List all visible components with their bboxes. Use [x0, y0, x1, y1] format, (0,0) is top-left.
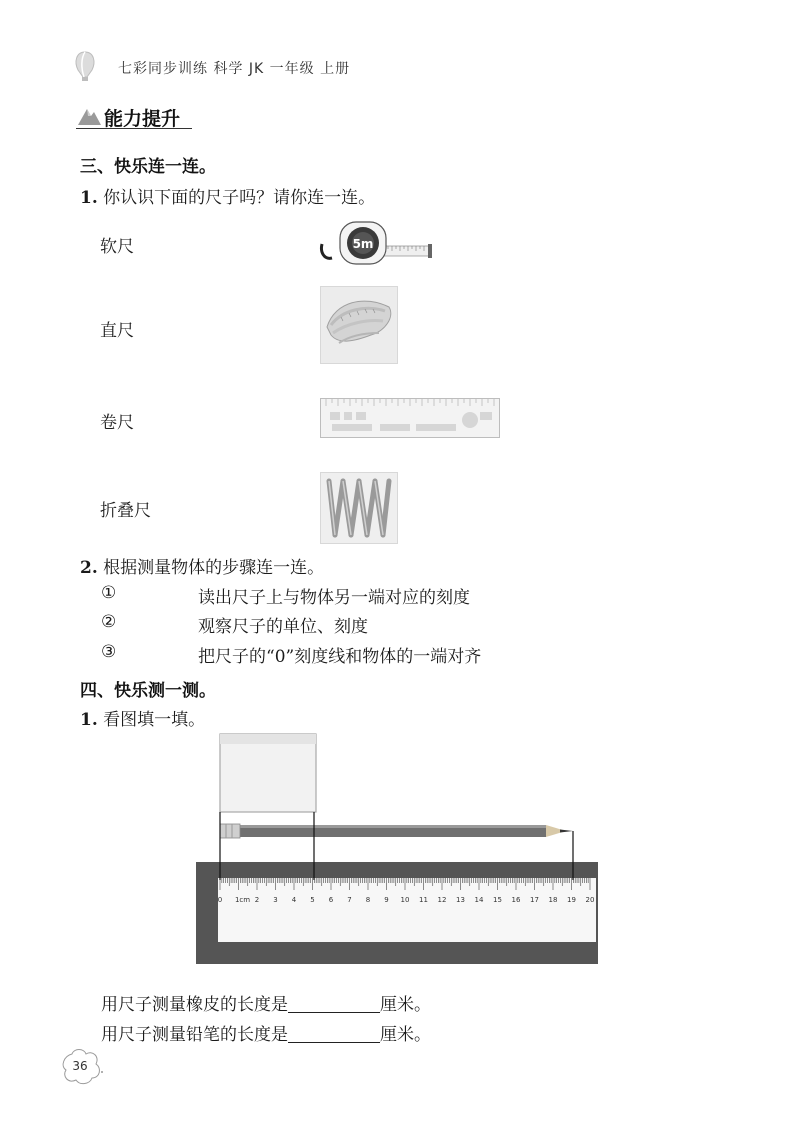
- label-straight-ruler: 直尺: [100, 321, 134, 341]
- ruler-tick-label: 3: [273, 896, 278, 904]
- ruler-body: [218, 878, 596, 942]
- fill-eraser: [101, 990, 431, 1015]
- step-text-1: 读出尺子上与物体另一端对应的刻度: [198, 588, 470, 608]
- ruler-tick-label: 6: [328, 896, 334, 904]
- step-text-3: 把尺子的“0”刻度线和物体的一端对齐: [198, 647, 482, 667]
- q1-line: [80, 183, 375, 208]
- ruler-tick-label: 1cm: [234, 896, 251, 904]
- q2-number: 2.: [80, 558, 98, 578]
- s4-q1-line: [80, 705, 205, 730]
- label-tape-measure: 卷尺: [100, 413, 134, 433]
- ruler-tick-label: 19: [567, 896, 576, 904]
- ruler-tick-label: 16: [511, 896, 521, 904]
- eraser-image: [220, 734, 316, 812]
- ruler-tick-label: 12: [437, 896, 447, 904]
- measurement-figure: [196, 732, 598, 964]
- ruler-tick-label: 5: [310, 896, 315, 904]
- ruler-tick-label: 2: [254, 896, 260, 904]
- folding-ruler-image: [320, 472, 398, 544]
- straight-ruler-image: [320, 398, 500, 438]
- ruler-tick-label: 4: [291, 896, 297, 904]
- pencil-image: [220, 824, 573, 838]
- eraser-length-blank[interactable]: [288, 994, 380, 1013]
- ruler-tick-label: 13: [456, 896, 465, 904]
- fill-pencil-suffix: 厘米。: [380, 1025, 431, 1045]
- fill-eraser-prefix: 用尺子测量橡皮的长度是: [101, 995, 288, 1015]
- page-number-flower: [58, 1046, 106, 1086]
- soft-ruler-image: [320, 286, 398, 364]
- label-folding-ruler: 折叠尺: [100, 501, 151, 521]
- ruler-ticks: [220, 878, 590, 890]
- ruler-tick-label: 20: [585, 896, 595, 904]
- label-soft-ruler: 软尺: [100, 237, 134, 257]
- ruler-tick-label: 17: [530, 896, 539, 904]
- ruler-tick-label: 8: [365, 896, 371, 904]
- mountain-icon: [76, 105, 102, 127]
- q1-text: 你认识下面的尺子吗？请你连一连。: [103, 188, 376, 208]
- step-mark-1: ①: [101, 583, 117, 603]
- ruler-tick-label: 9: [384, 896, 389, 904]
- ruler-tick-label: 15: [493, 896, 502, 904]
- ruler-tick-label: 10: [400, 896, 410, 904]
- q1-number: 1.: [80, 188, 98, 208]
- step-mark-3: ③: [101, 642, 117, 662]
- q2-line: [80, 553, 324, 578]
- header-title: 七彩同步训练 科学 JK 一年级 上册: [118, 61, 351, 77]
- ruler-tick-label: 14: [474, 896, 484, 904]
- ruler-tick-label: 18: [548, 896, 558, 904]
- ruler-labels: [218, 896, 595, 904]
- balloon-icon: [72, 50, 102, 82]
- section4-title: 四、快乐测一测。: [80, 681, 216, 701]
- tape-brand-text: 5m: [352, 237, 374, 251]
- step-mark-2: ②: [101, 612, 117, 632]
- s4-q1-text: 看图填一填。: [103, 710, 206, 730]
- step-text-2: 观察尺子的单位、刻度: [198, 617, 368, 637]
- ruler-tick-label: 7: [347, 896, 352, 904]
- fill-eraser-suffix: 厘米。: [380, 995, 431, 1015]
- q2-text: 根据测量物体的步骤连一连。: [103, 558, 325, 578]
- ruler-tick-label: 0: [217, 896, 223, 904]
- ability-underline: [76, 128, 192, 129]
- pencil-length-blank[interactable]: [288, 1024, 380, 1043]
- ability-heading: 能力提升: [104, 108, 181, 130]
- tape-measure-image: [318, 218, 434, 270]
- fill-pencil: [101, 1020, 431, 1045]
- s4-q1-number: 1.: [80, 710, 98, 730]
- ruler-tick-label: 11: [419, 896, 428, 904]
- fill-pencil-prefix: 用尺子测量铅笔的长度是: [101, 1025, 288, 1045]
- section3-title: 三、快乐连一连。: [80, 157, 216, 177]
- page-number: 36: [72, 1059, 88, 1073]
